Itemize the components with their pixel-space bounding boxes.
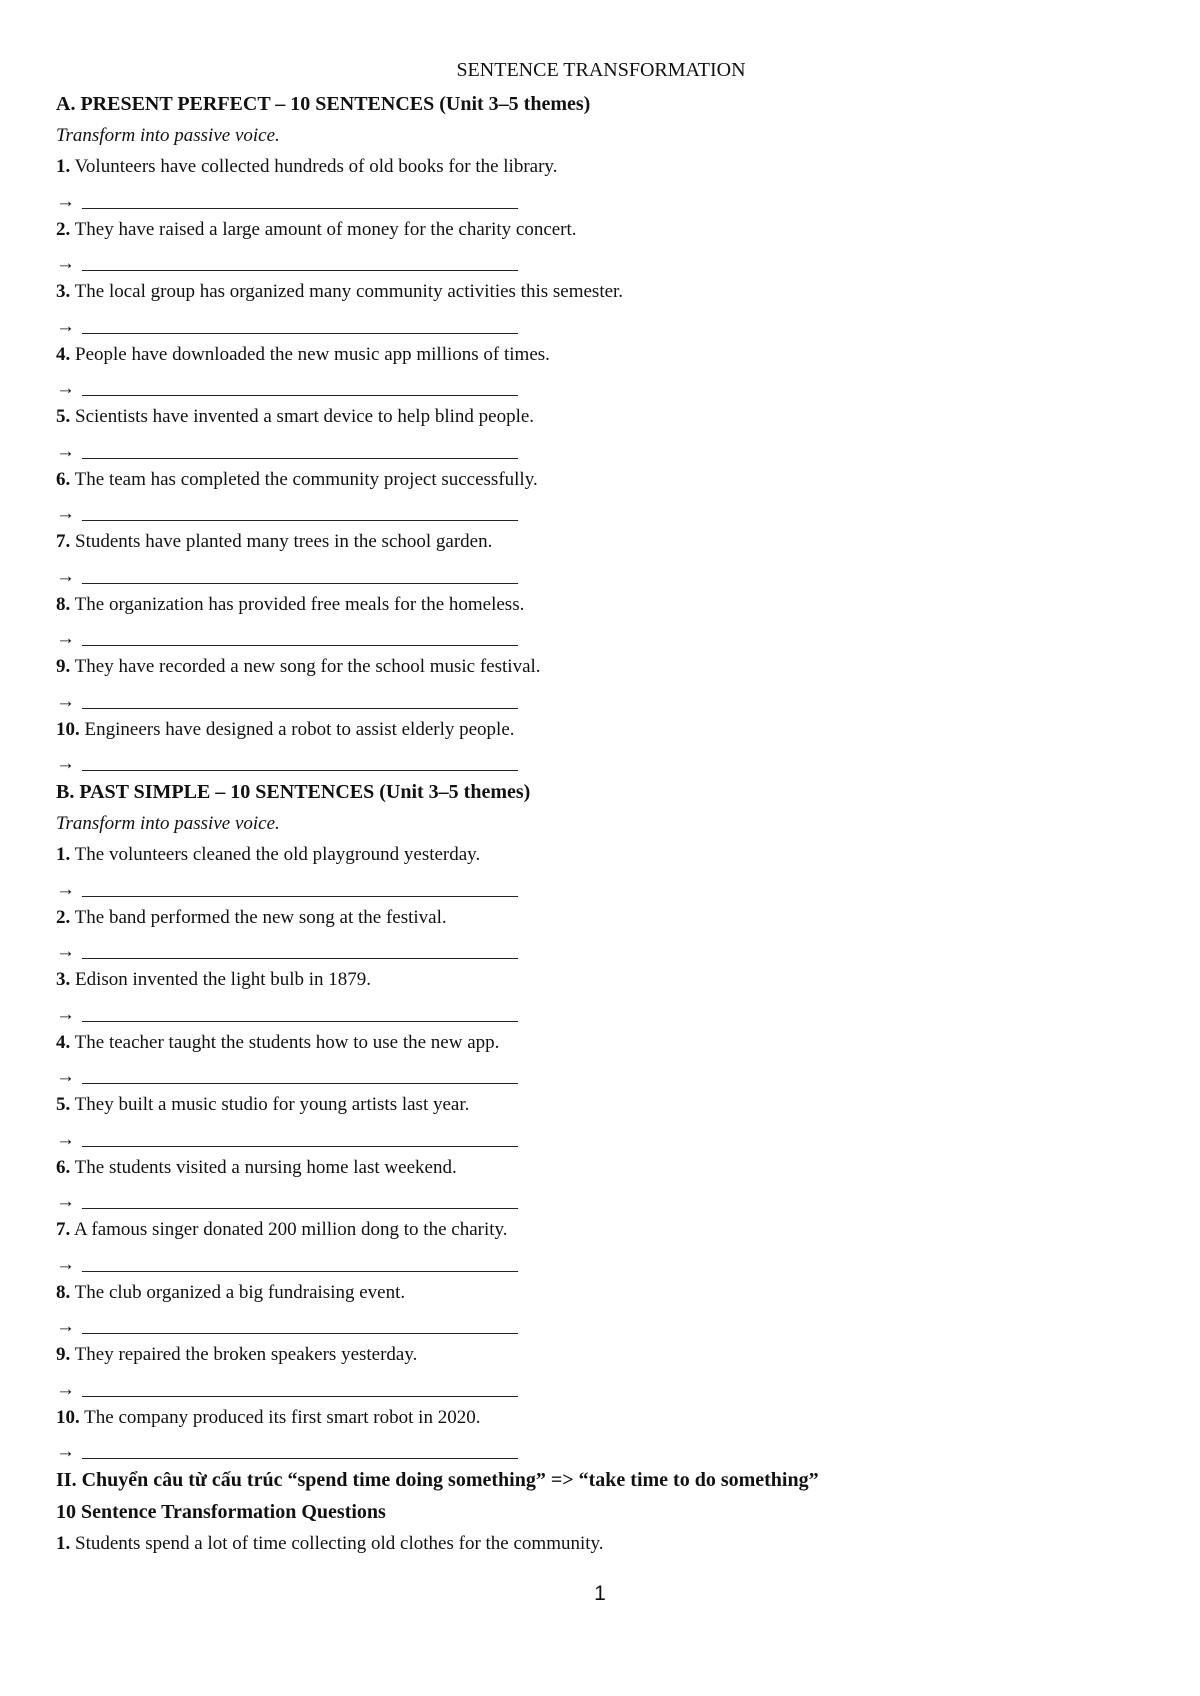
answer-blank-line[interactable] — [82, 250, 518, 271]
answer-row — [56, 995, 1146, 1027]
answer-blank-line[interactable] — [82, 313, 518, 334]
section-a-heading: A. PRESENT PERFECT – 10 SENTENCES (Unit 3–5 themes) — [56, 93, 591, 115]
question-number: 4. — [56, 343, 71, 365]
arrow-icon: → — [56, 753, 75, 774]
arrow-icon: → — [56, 941, 75, 962]
section-a-questions — [56, 151, 1146, 776]
answer-row — [56, 245, 1146, 277]
question-number: 6. — [56, 468, 71, 490]
arrow-icon: → — [56, 1253, 75, 1275]
question-item — [56, 1214, 1146, 1245]
page-title: SENTENCE TRANSFORMATION — [456, 59, 746, 81]
question-number: 5. — [56, 406, 71, 427]
answer-row — [56, 557, 1146, 589]
answer-row — [56, 495, 1146, 527]
arrow-icon: → — [56, 1003, 75, 1025]
answer-row — [56, 620, 1146, 652]
arrow-icon: → — [56, 690, 75, 712]
question-item — [56, 714, 1146, 745]
page-number: 1 — [594, 1582, 606, 1605]
question-text: A famous singer donated 200 million dong to the charity. — [70, 1219, 508, 1240]
answer-blank-line[interactable] — [82, 375, 518, 396]
answer-row — [56, 1245, 1146, 1277]
question-number: 7. — [56, 1219, 71, 1240]
question-number: 1. — [56, 1533, 71, 1554]
answer-row — [56, 1433, 1146, 1465]
question-item — [56, 339, 1146, 370]
answer-row — [56, 682, 1146, 714]
question-number: 10. — [56, 718, 80, 740]
question-item — [56, 401, 1146, 432]
arrow-icon: → — [56, 378, 75, 399]
question-number: 3. — [56, 281, 71, 302]
arrow-icon: → — [56, 1128, 75, 1150]
answer-blank-line[interactable] — [82, 1126, 518, 1147]
answer-blank-line[interactable] — [82, 1063, 518, 1084]
answer-row — [56, 1058, 1146, 1090]
question-text: They built a music studio for young artists last year. — [70, 1094, 470, 1115]
question-number: 6. — [56, 1156, 71, 1178]
question-number: 4. — [56, 1031, 71, 1053]
question-number: 3. — [56, 969, 71, 990]
question-text: The band performed the new song at the festival. — [70, 906, 447, 928]
question-item — [56, 1152, 1146, 1183]
question-number: 2. — [56, 218, 71, 240]
answer-blank-line[interactable] — [82, 1188, 518, 1209]
question-text: Students spend a lot of time collecting old clothes for the community. — [70, 1533, 604, 1554]
answer-blank-line[interactable] — [82, 500, 518, 521]
arrow-icon: → — [56, 190, 75, 212]
answer-blank-line[interactable] — [82, 438, 518, 459]
answer-blank-line[interactable] — [82, 1313, 518, 1334]
answer-blank-line[interactable] — [82, 750, 518, 771]
question-text: Edison invented the light bulb in 1879. — [70, 969, 372, 990]
arrow-icon: → — [56, 315, 75, 337]
question-item — [56, 214, 1146, 245]
arrow-icon: → — [56, 1191, 75, 1212]
question-item — [56, 1277, 1146, 1308]
question-number: 1. — [56, 844, 71, 865]
answer-row — [56, 1370, 1146, 1402]
answer-row — [56, 307, 1146, 339]
question-text: The volunteers cleaned the old playground yesterday. — [70, 844, 481, 865]
question-text: They have recorded a new song for the school music festival. — [70, 656, 541, 677]
section-ii-heading: II. Chuyển câu từ cấu trúc “spend time doing something” => “take time to do something” — [56, 1469, 819, 1491]
answer-blank-line[interactable] — [82, 876, 518, 897]
question-number: 9. — [56, 1344, 71, 1365]
answer-row — [56, 745, 1146, 777]
answer-blank-line[interactable] — [82, 188, 518, 209]
question-item — [56, 276, 1146, 307]
worksheet-page — [56, 52, 1146, 1559]
answer-blank-line[interactable] — [82, 688, 518, 709]
arrow-icon: → — [56, 1066, 75, 1087]
question-text: The team has completed the community project successfully. — [70, 468, 538, 490]
answer-blank-line[interactable] — [82, 1376, 518, 1397]
arrow-icon: → — [56, 878, 75, 900]
question-item — [56, 1402, 1146, 1433]
question-number: 2. — [56, 906, 71, 928]
arrow-icon: → — [56, 440, 75, 462]
answer-row — [56, 1183, 1146, 1215]
question-item — [56, 1089, 1146, 1120]
question-text: They repaired the broken speakers yesterday. — [70, 1344, 418, 1365]
section-b-instruction: Transform into passive voice. — [56, 813, 280, 834]
answer-blank-line[interactable] — [82, 938, 518, 959]
question-item — [56, 651, 1146, 682]
answer-blank-line[interactable] — [82, 1438, 518, 1459]
section-ii-questions — [56, 1528, 1146, 1559]
section-b-questions — [56, 839, 1146, 1464]
question-item — [56, 902, 1146, 933]
arrow-icon: → — [56, 1316, 75, 1337]
question-number: 1. — [56, 156, 71, 177]
section-ii-subheading: 10 Sentence Transformation Questions — [56, 1501, 386, 1523]
arrow-icon: → — [56, 1378, 75, 1400]
answer-row — [56, 870, 1146, 902]
question-text: The teacher taught the students how to use the new app. — [70, 1031, 500, 1053]
question-text: Scientists have invented a smart device to help blind people. — [70, 406, 535, 427]
arrow-icon: → — [56, 628, 75, 649]
answer-row — [56, 182, 1146, 214]
arrow-icon: → — [56, 1441, 75, 1462]
arrow-icon: → — [56, 503, 75, 524]
question-number: 8. — [56, 593, 71, 615]
answer-row — [56, 432, 1146, 464]
question-item — [56, 1528, 1146, 1559]
answer-blank-line[interactable] — [82, 1001, 518, 1022]
question-number: 5. — [56, 1094, 71, 1115]
answer-row — [56, 933, 1146, 965]
question-item — [56, 589, 1146, 620]
question-text: People have downloaded the new music app millions of times. — [70, 343, 550, 365]
question-item — [56, 1027, 1146, 1058]
question-text: Students have planted many trees in the school garden. — [70, 531, 493, 552]
question-number: 9. — [56, 656, 71, 677]
question-number: 10. — [56, 1406, 80, 1428]
answer-row — [56, 1120, 1146, 1152]
answer-blank-line[interactable] — [82, 625, 518, 646]
question-text: The students visited a nursing home last weekend. — [70, 1156, 457, 1178]
question-item — [56, 151, 1146, 182]
question-number: 8. — [56, 1281, 71, 1303]
answer-row — [56, 370, 1146, 402]
question-item — [56, 839, 1146, 870]
section-a-instruction: Transform into passive voice. — [56, 125, 280, 146]
answer-row — [56, 1308, 1146, 1340]
question-number: 7. — [56, 531, 71, 552]
question-item — [56, 1339, 1146, 1370]
question-item — [56, 464, 1146, 495]
answer-blank-line[interactable] — [82, 563, 518, 584]
question-text: The club organized a big fundraising event. — [70, 1281, 406, 1303]
question-text: They have raised a large amount of money for the charity concert. — [70, 218, 577, 240]
question-item — [56, 964, 1146, 995]
section-b-heading: B. PAST SIMPLE – 10 SENTENCES (Unit 3–5 themes) — [56, 781, 531, 803]
question-text: The company produced its first smart robot in 2020. — [79, 1406, 481, 1428]
arrow-icon: → — [56, 565, 75, 587]
question-text: The organization has provided free meals for the homeless. — [70, 593, 525, 615]
question-text: The local group has organized many community activities this semester. — [70, 281, 624, 302]
question-text: Volunteers have collected hundreds of old books for the library. — [70, 156, 558, 177]
question-item — [56, 526, 1146, 557]
arrow-icon: → — [56, 253, 75, 274]
answer-blank-line[interactable] — [82, 1251, 518, 1272]
question-text: Engineers have designed a robot to assist elderly people. — [79, 718, 515, 740]
